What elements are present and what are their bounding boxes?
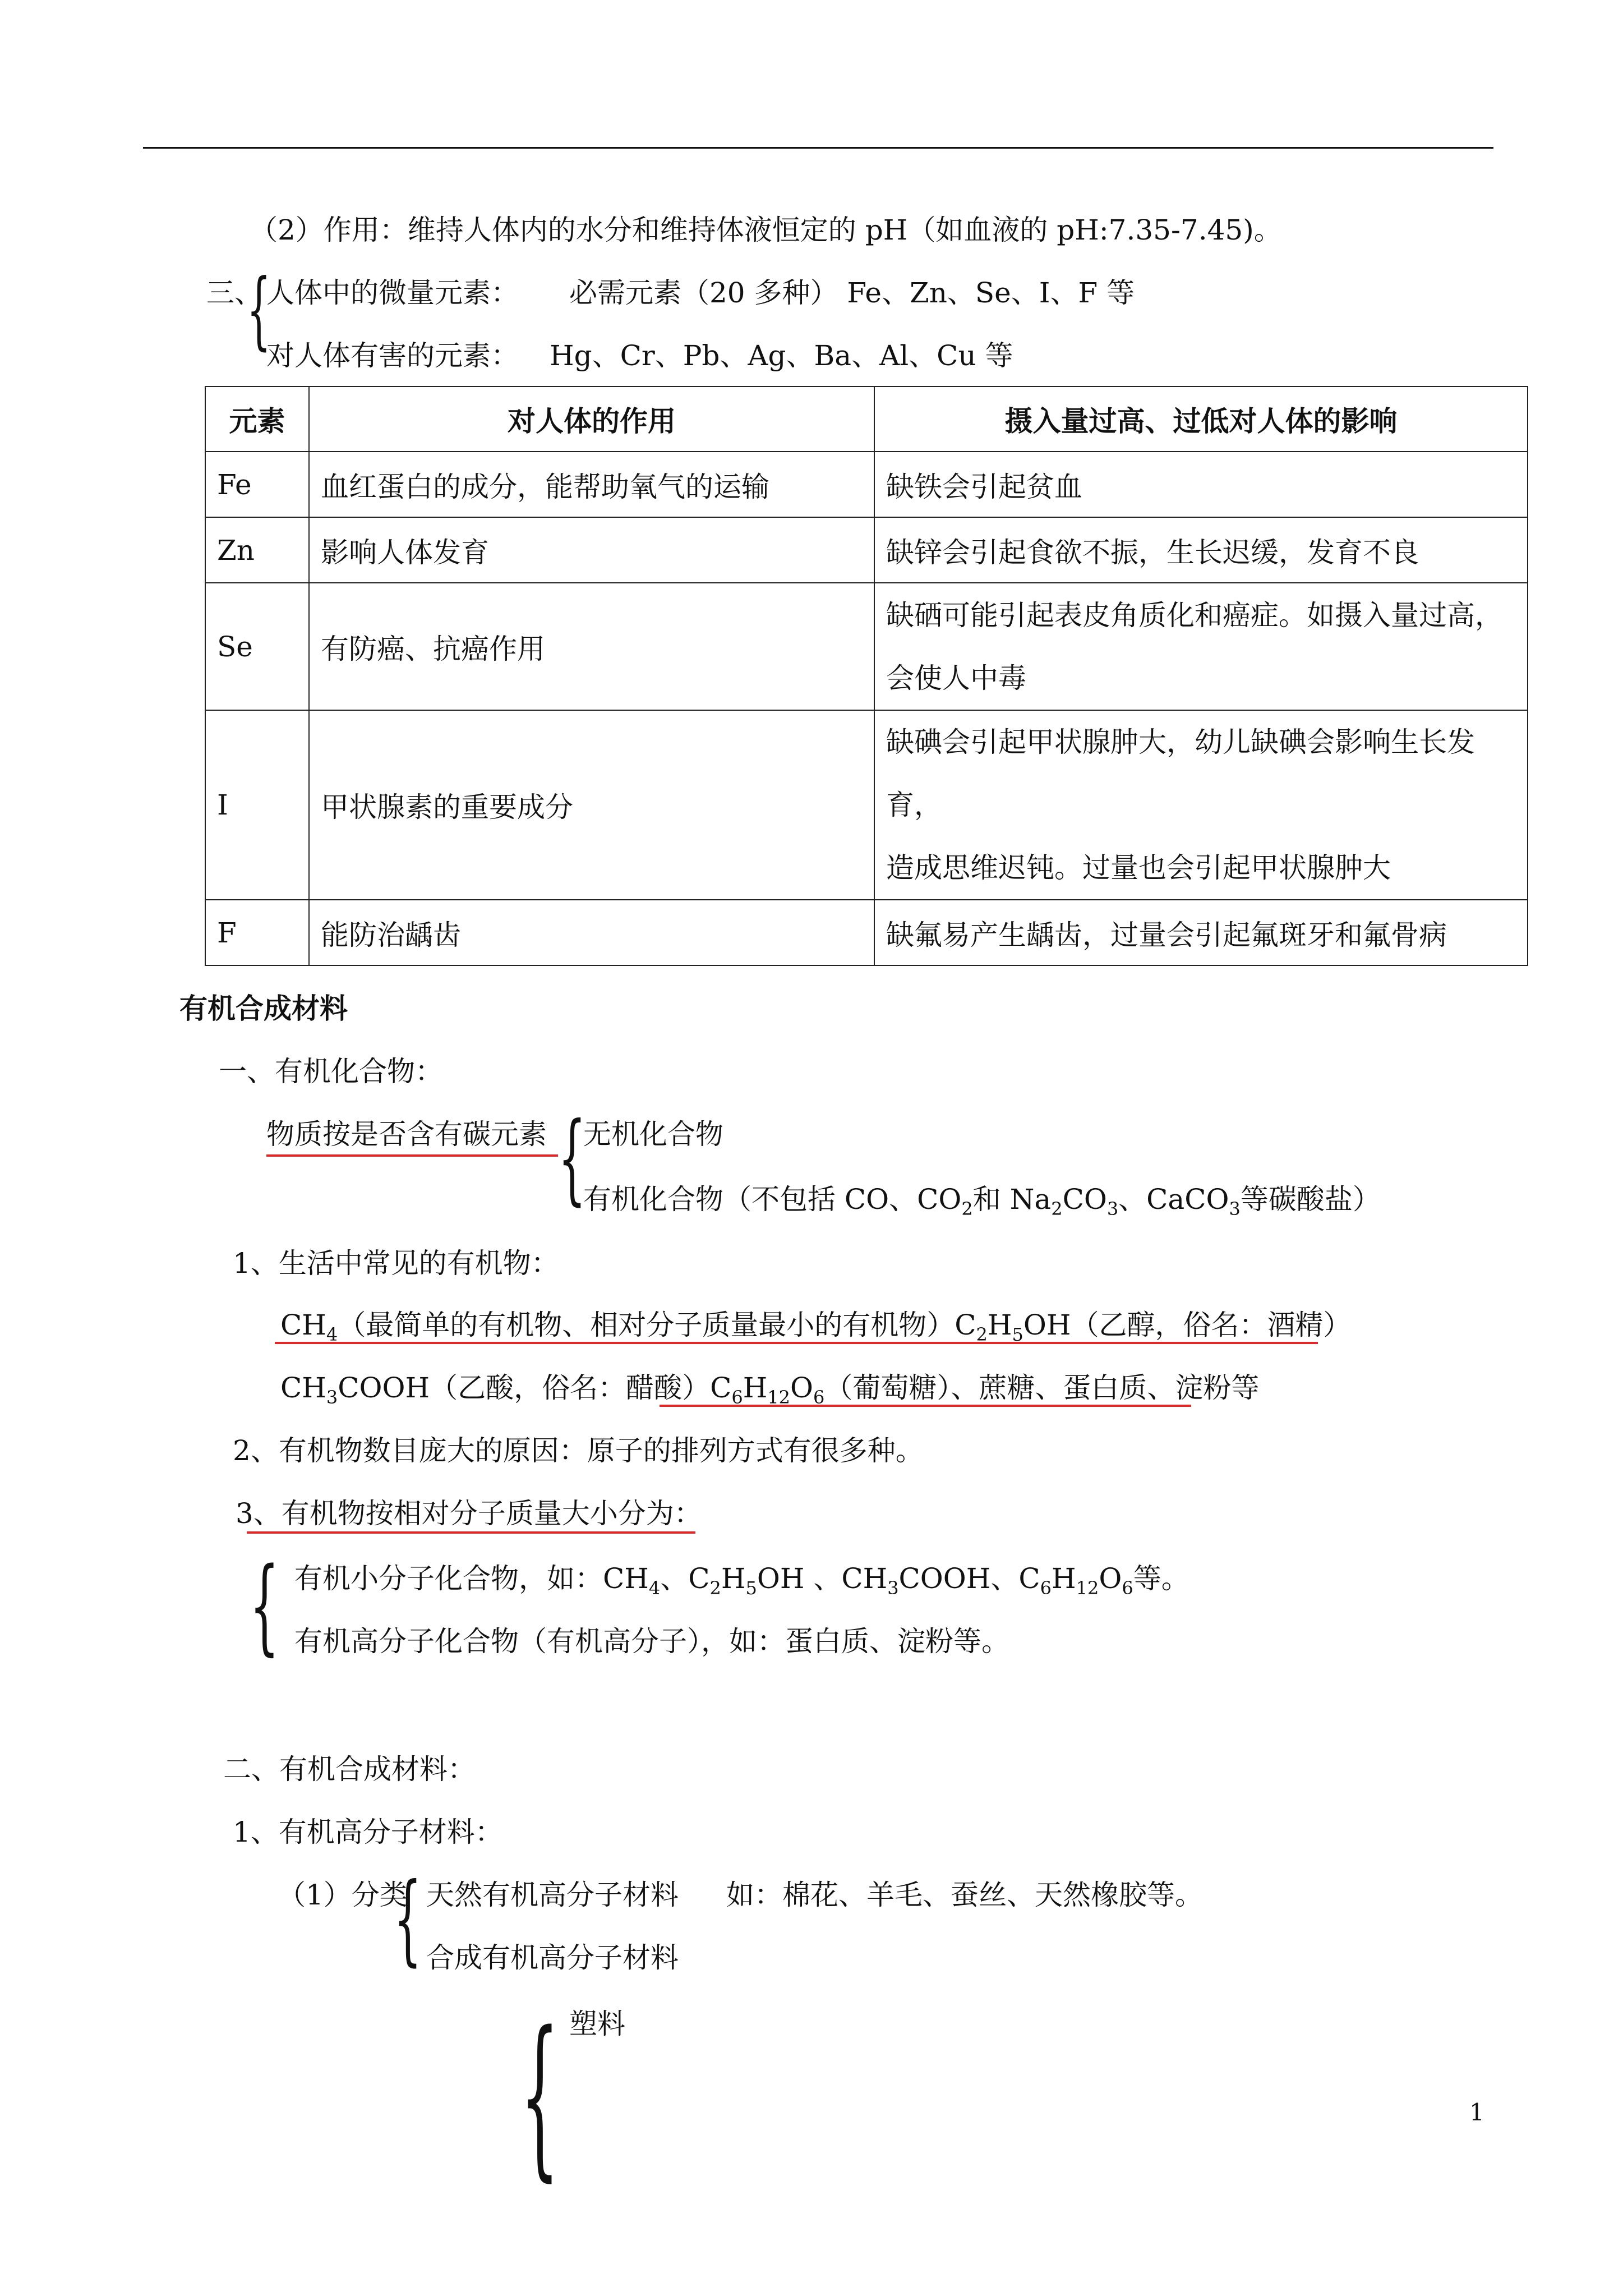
formula-glucose-h: H bbox=[743, 1372, 768, 1404]
organic-item-a: 有机化合物（不包括 CO、CO bbox=[583, 1183, 962, 1216]
cell-element: F bbox=[205, 900, 309, 965]
underline bbox=[247, 1531, 695, 1534]
common-organics-line-2 bbox=[280, 1371, 1260, 1408]
subscript: 6 bbox=[813, 1387, 825, 1408]
formula-c2h5oh bbox=[955, 1309, 1071, 1345]
formula-glucose bbox=[710, 1372, 825, 1408]
subscript: 2 bbox=[961, 1198, 973, 1220]
cell-effect bbox=[874, 710, 1528, 900]
plastic-item: 塑料 bbox=[569, 2008, 625, 2040]
small-molecule-o: O bbox=[1099, 1562, 1122, 1595]
subscript: 2 bbox=[976, 1324, 988, 1345]
table-row bbox=[205, 583, 1528, 710]
formula-ch3cooh-cooh: COOH bbox=[338, 1372, 430, 1404]
organic-item-b: 和 Na bbox=[972, 1183, 1052, 1216]
cell-effect-line: 缺硒可能引起表皮角质化和癌症。如摄入量过高， bbox=[886, 599, 1503, 632]
subscript: 2 bbox=[709, 1577, 721, 1599]
cell-effect: 缺铁会引起贫血 bbox=[874, 452, 1528, 517]
subscript: 4 bbox=[648, 1577, 661, 1599]
organic-compounds-title: 一、有机化合物： bbox=[219, 1055, 443, 1088]
natural-polymer-examples: 如：棉花、羊毛、蚕丝、天然橡胶等。 bbox=[726, 1879, 1203, 1911]
subscript: 5 bbox=[1012, 1324, 1023, 1345]
by-mass-title: 3、有机物按相对分子质量大小分为： bbox=[236, 1497, 702, 1530]
small-molecule-item bbox=[294, 1562, 1189, 1599]
small-molecule-h: H bbox=[721, 1562, 746, 1595]
header-element: 元素 bbox=[205, 386, 309, 452]
small-molecule-h2: H bbox=[1052, 1562, 1076, 1595]
organic-item-c: CO bbox=[1062, 1183, 1107, 1216]
table-row bbox=[205, 517, 1528, 583]
organic-item-e: 等碳酸盐） bbox=[1240, 1183, 1381, 1216]
subscript: 2 bbox=[1051, 1198, 1063, 1220]
ch4-note: （最简单的有机物、相对分子质量最小的有机物） bbox=[338, 1309, 955, 1341]
small-molecule-c: OH 、CH bbox=[757, 1562, 888, 1595]
formula-ch4-base: CH bbox=[280, 1309, 326, 1341]
formula-c2h5oh-oh: OH bbox=[1023, 1309, 1071, 1341]
section3-prefix: 三、 bbox=[206, 277, 262, 309]
formula-c2h5oh-c: C bbox=[955, 1309, 976, 1341]
header-role: 对人体的作用 bbox=[309, 386, 874, 452]
trace-label: 人体中的微量元素： bbox=[266, 277, 519, 309]
subscript: 3 bbox=[1106, 1198, 1119, 1220]
formula-ch3cooh bbox=[280, 1372, 430, 1408]
subscript: 3 bbox=[326, 1387, 338, 1408]
subscript: 3 bbox=[1229, 1198, 1241, 1220]
cell-effect: 缺锌会引起食欲不振，生长迟缓，发育不良 bbox=[874, 517, 1528, 583]
cell-effect-line: 造成思维迟钝。过量也会引起甲状腺肿大 bbox=[886, 852, 1391, 884]
cell-effect-line: 会使人中毒 bbox=[886, 661, 1026, 694]
plastic-brace: { bbox=[520, 1995, 560, 2197]
classify-2-label: （1）分类 bbox=[278, 1879, 408, 1911]
small-molecule-e: 等。 bbox=[1133, 1562, 1189, 1595]
table-row bbox=[205, 900, 1528, 965]
cell-role: 影响人体发育 bbox=[309, 517, 874, 583]
subscript: 4 bbox=[326, 1324, 338, 1345]
formula-glucose-o: O bbox=[790, 1372, 814, 1404]
small-molecule-a: 有机小分子化合物，如：CH bbox=[294, 1562, 649, 1595]
underline bbox=[660, 1405, 1191, 1407]
section-heading: 有机合成材料 bbox=[179, 992, 348, 1025]
table-row bbox=[205, 452, 1528, 517]
reason-line: 2、有机物数目庞大的原因：原子的排列方式有很多种。 bbox=[233, 1434, 924, 1467]
intro-line-2: （2）作用：维持人体内的水分和维持体液恒定的 pH（如血液的 pH:7.35-7.45)。 bbox=[250, 214, 1282, 246]
cell-effect: 缺氟易产生龋齿，过量会引起氟斑牙和氟骨病 bbox=[874, 900, 1528, 965]
classify-brace: { bbox=[558, 1102, 587, 1216]
underline bbox=[266, 1154, 558, 1157]
synthetic-materials-title: 二、有机合成材料： bbox=[223, 1753, 476, 1786]
underline bbox=[275, 1342, 1318, 1344]
subscript: 6 bbox=[1040, 1577, 1052, 1599]
cell-effect-line: 缺碘会引起甲状腺肿大，幼儿缺碘会影响生长发育， bbox=[886, 726, 1475, 821]
formula-ch3cooh-ch: CH bbox=[280, 1372, 326, 1404]
page-number: 1 bbox=[1469, 2099, 1484, 2126]
trace-element-table bbox=[205, 386, 1528, 966]
organic-item bbox=[583, 1182, 1381, 1220]
header-rule bbox=[143, 147, 1493, 149]
section3-brace: { bbox=[247, 261, 271, 359]
cell-element: Se bbox=[205, 583, 309, 710]
table-header-row bbox=[205, 386, 1528, 452]
cell-role: 有防癌、抗癌作用 bbox=[309, 583, 874, 710]
by-mass-brace: { bbox=[250, 1545, 279, 1666]
header-effect: 摄入量过高、过低对人体的影响 bbox=[874, 386, 1528, 452]
polymer-materials-title: 1、有机高分子材料： bbox=[233, 1816, 503, 1848]
cell-element: Fe bbox=[205, 452, 309, 517]
large-molecule-item: 有机高分子化合物（有机高分子），如：蛋白质、淀粉等。 bbox=[294, 1625, 1009, 1658]
subscript: 5 bbox=[745, 1577, 757, 1599]
subscript: 3 bbox=[887, 1577, 899, 1599]
formula-c2h5oh-h: H bbox=[987, 1309, 1012, 1341]
glucose-note: （葡萄糖）、蔗糖、蛋白质、淀粉等 bbox=[824, 1372, 1260, 1404]
classify-2-brace: { bbox=[394, 1862, 422, 1976]
natural-polymer-item: 天然有机高分子材料 bbox=[426, 1879, 679, 1911]
cell-effect bbox=[874, 583, 1528, 710]
subscript: 6 bbox=[1122, 1577, 1133, 1599]
trace-value: 必需元素（20 多种） Fe、Zn、Se、I、F 等 bbox=[569, 277, 1135, 309]
common-organics-title: 1、生活中常见的有机物： bbox=[233, 1247, 559, 1280]
harmful-value: Hg、Cr、Pb、Ag、Ba、Al、Cu 等 bbox=[550, 339, 1013, 372]
classify-label: 物质按是否含有碳元素 bbox=[266, 1118, 547, 1151]
cell-role: 血红蛋白的成分，能帮助氧气的运输 bbox=[309, 452, 874, 517]
table-row bbox=[205, 710, 1528, 900]
ch3cooh-note: （乙酸，俗名：醋酸） bbox=[430, 1372, 711, 1404]
common-organics-line-1 bbox=[280, 1308, 1352, 1345]
subscript: 6 bbox=[731, 1387, 743, 1408]
subscript: 12 bbox=[767, 1387, 791, 1408]
formula-glucose-c: C bbox=[710, 1372, 732, 1404]
inorganic-item: 无机化合物 bbox=[583, 1118, 723, 1151]
harmful-label: 对人体有害的元素： bbox=[266, 339, 519, 372]
small-molecule-d: COOH、C bbox=[898, 1562, 1040, 1595]
c2h5oh-note: （乙醇，俗名：酒精） bbox=[1071, 1309, 1352, 1341]
subscript: 12 bbox=[1076, 1577, 1099, 1599]
small-molecule-b: 、C bbox=[660, 1562, 710, 1595]
synthetic-polymer-item: 合成有机高分子材料 bbox=[426, 1941, 679, 1974]
cell-element: Zn bbox=[205, 517, 309, 583]
cell-element: I bbox=[205, 710, 309, 900]
organic-item-d: 、CaCO bbox=[1118, 1183, 1229, 1216]
cell-role: 能防治龋齿 bbox=[309, 900, 874, 965]
formula-ch4 bbox=[280, 1309, 338, 1345]
cell-role: 甲状腺素的重要成分 bbox=[309, 710, 874, 900]
